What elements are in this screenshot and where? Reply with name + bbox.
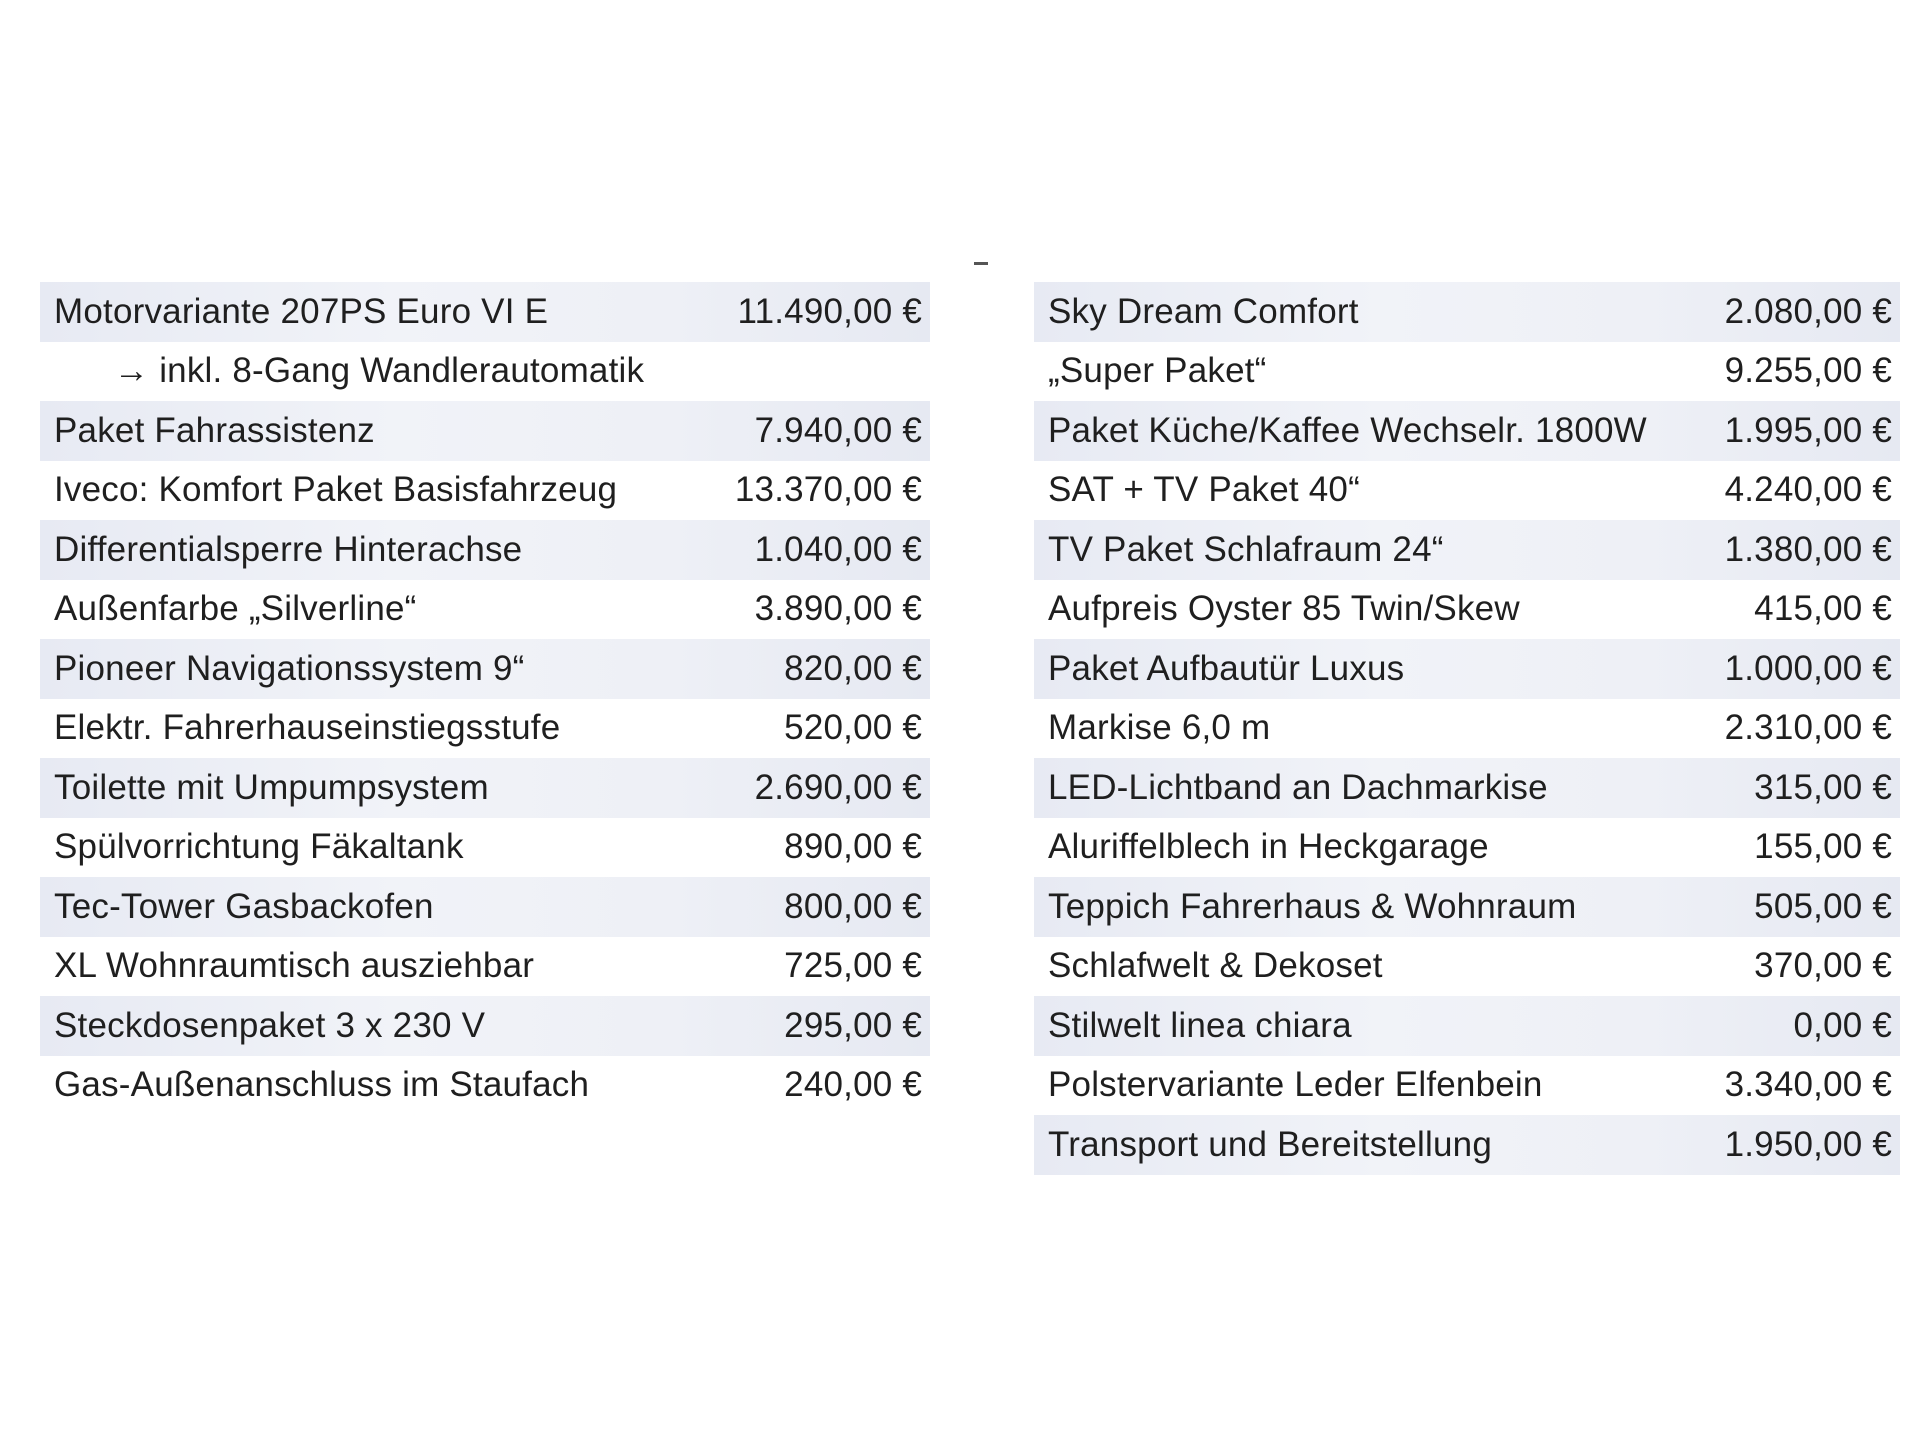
item-price: 370,00 € <box>1754 946 1892 986</box>
price-row <box>1034 520 1900 580</box>
item-price: 1.040,00 € <box>754 529 922 569</box>
item-label: Markise 6,0 m <box>1048 708 1271 748</box>
item-price: 4.240,00 € <box>1724 470 1892 510</box>
price-row <box>40 580 930 640</box>
item-price: 2.690,00 € <box>754 767 922 807</box>
price-row <box>40 937 930 997</box>
item-price: 1.380,00 € <box>1724 529 1892 569</box>
item-price: 315,00 € <box>1754 767 1892 807</box>
item-price: 7.940,00 € <box>754 410 922 450</box>
item-price: 240,00 € <box>784 1065 922 1105</box>
price-row <box>1034 1056 1900 1116</box>
item-price: 2.310,00 € <box>1724 708 1892 748</box>
item-price: 1.995,00 € <box>1724 410 1892 450</box>
item-label: Elektr. Fahrerhauseinstiegsstufe <box>54 708 561 748</box>
item-label: Toilette mit Umpumpsystem <box>54 767 489 807</box>
item-label: Teppich Fahrerhaus & Wohnraum <box>1048 886 1577 926</box>
price-row-sub <box>40 342 930 402</box>
price-row <box>1034 699 1900 759</box>
item-label: TV Paket Schlafraum 24“ <box>1048 529 1444 569</box>
price-row <box>1034 461 1900 521</box>
price-row <box>1034 937 1900 997</box>
separator-dash <box>974 262 988 265</box>
price-row <box>40 282 930 342</box>
item-label: Aluriffelblech in Heckgarage <box>1048 827 1489 867</box>
left-price-list <box>40 282 930 1115</box>
item-price: 800,00 € <box>784 886 922 926</box>
item-price: 295,00 € <box>784 1005 922 1045</box>
item-label: Außenfarbe „Silverline“ <box>54 589 417 629</box>
item-price: 3.340,00 € <box>1724 1065 1892 1105</box>
item-price: 415,00 € <box>1754 589 1892 629</box>
price-row <box>40 461 930 521</box>
item-price: 820,00 € <box>784 648 922 688</box>
item-label: Tec-Tower Gasbackofen <box>54 886 434 926</box>
item-price: 520,00 € <box>784 708 922 748</box>
price-row <box>40 818 930 878</box>
item-label: → inkl. 8-Gang Wandlerautomatik <box>114 351 645 391</box>
item-label: Motorvariante 207PS Euro VI E <box>54 291 549 331</box>
price-row <box>1034 282 1900 342</box>
price-row <box>40 401 930 461</box>
item-label: Polstervariante Leder Elfenbein <box>1048 1065 1543 1105</box>
item-label: XL Wohnraumtisch ausziehbar <box>54 946 535 986</box>
item-label: Differentialsperre Hinterachse <box>54 529 523 569</box>
price-row <box>40 758 930 818</box>
price-row <box>1034 639 1900 699</box>
item-label: „Super Paket“ <box>1048 351 1267 391</box>
item-label: Pioneer Navigationssystem 9“ <box>54 648 525 688</box>
price-row <box>40 996 930 1056</box>
item-price: 725,00 € <box>784 946 922 986</box>
item-label: Transport und Bereitstellung <box>1048 1124 1492 1164</box>
item-label: Steckdosenpaket 3 x 230 V <box>54 1005 486 1045</box>
item-price: 2.080,00 € <box>1724 291 1892 331</box>
item-price: 1.000,00 € <box>1724 648 1892 688</box>
item-price: 0,00 € <box>1793 1005 1892 1045</box>
item-label: LED-Lichtband an Dachmarkise <box>1048 767 1548 807</box>
item-price: 1.950,00 € <box>1724 1124 1892 1164</box>
item-label: Aufpreis Oyster 85 Twin/Skew <box>1048 589 1520 629</box>
item-label: Spülvorrichtung Fäkaltank <box>54 827 464 867</box>
price-row <box>1034 342 1900 402</box>
price-row <box>40 520 930 580</box>
price-row <box>1034 1115 1900 1175</box>
price-row <box>1034 401 1900 461</box>
item-price: 9.255,00 € <box>1724 351 1892 391</box>
item-label: SAT + TV Paket 40“ <box>1048 470 1360 510</box>
item-label: Iveco: Komfort Paket Basisfahrzeug <box>54 470 618 510</box>
price-row <box>40 699 930 759</box>
price-row <box>1034 580 1900 640</box>
item-label: Paket Küche/Kaffee Wechselr. 1800W <box>1048 410 1647 450</box>
item-price: 505,00 € <box>1754 886 1892 926</box>
item-label: Sky Dream Comfort <box>1048 291 1359 331</box>
price-row <box>40 1056 930 1116</box>
right-price-list <box>1034 282 1900 1175</box>
price-row <box>1034 818 1900 878</box>
item-price: 11.490,00 € <box>737 291 922 331</box>
item-label: Gas-Außenanschluss im Staufach <box>54 1065 590 1105</box>
price-row <box>1034 996 1900 1056</box>
item-label: Schlafwelt & Dekoset <box>1048 946 1383 986</box>
item-price: 13.370,00 € <box>734 470 922 510</box>
item-price: 890,00 € <box>784 827 922 867</box>
item-price: 155,00 € <box>1754 827 1892 867</box>
price-row <box>1034 758 1900 818</box>
item-label: Paket Aufbautür Luxus <box>1048 648 1405 688</box>
item-label: Stilwelt linea chiara <box>1048 1005 1352 1045</box>
price-row <box>1034 877 1900 937</box>
arrow-right-icon: → <box>114 351 150 391</box>
item-price: 3.890,00 € <box>754 589 922 629</box>
item-label: Paket Fahrassistenz <box>54 410 375 450</box>
price-row <box>40 639 930 699</box>
price-row <box>40 877 930 937</box>
